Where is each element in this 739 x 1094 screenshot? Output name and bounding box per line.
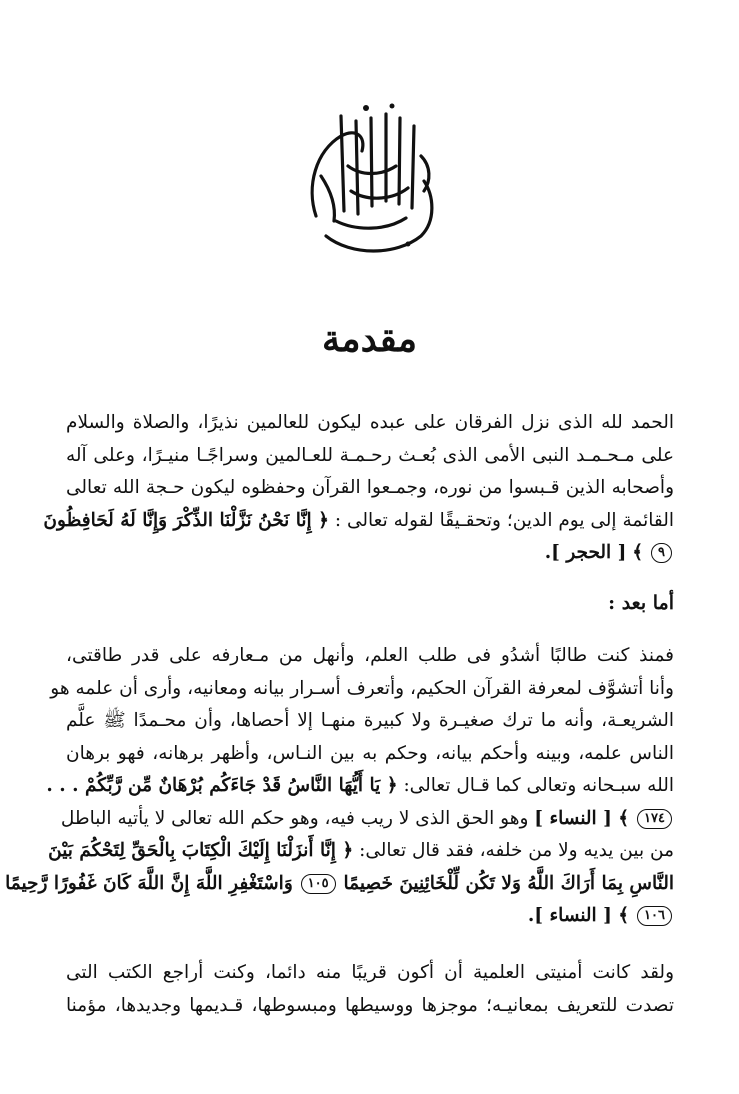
text-line: الشريعـة، وأنه ما ترك صغيـرة ولا كبيرة منهـا إلا أحصاها، وأن محـمدًا ﷺ علَّم xyxy=(66,710,674,731)
quran-verse: النَّاسِ بِمَا أَرَاكَ اللَّهُ وَلا تَكُن لِّلْخَائِنِينَ خَصِيمًا xyxy=(343,872,674,894)
text-segment: وهو الحق الذى لا ريب فيه، وهو حكم الله تعالى لا يأتيه الباطل xyxy=(60,807,529,829)
surah-reference: ﴾ [ النساء ]. xyxy=(527,905,630,926)
text-line xyxy=(60,803,674,836)
verse-number-badge: ٩ xyxy=(651,543,672,563)
text-line: ولقد كانت أمنيتى العلمية أن أكون قريبًا منه دائما، وكنت أراجع الكتب التى xyxy=(66,962,674,983)
quran-verse: ﴿ إِنَّا أَنزَلْنَا إِلَيْكَ الْكِتَابَ بِالْحَقِّ لِتَحْكُمَ بَيْنَ xyxy=(48,840,354,861)
text-line: فمنذ كنت طالبًا أشدُو فى طلب العلم، وأنهل من مـعارفه على قدر طاقتى، xyxy=(66,645,674,666)
surah-reference: [ الحجر ]. xyxy=(544,542,627,563)
text-line xyxy=(43,505,674,538)
text-line: تصدت للتعريف بمعانيـه؛ موجزها ووسيطها ومبسوطها، قـديمها وجديدها، مؤمنا xyxy=(66,994,674,1016)
verse-number-badge: ١٠٥ xyxy=(301,874,336,894)
page-title: مقدمة xyxy=(322,318,417,360)
text-line: وأصحابه الذين قـبسوا من نوره، وجمـعوا القرآن وحفظوه ليكون حـجة الله تعالى xyxy=(66,477,674,498)
text-line xyxy=(46,770,674,803)
verse-close: ﴾ xyxy=(632,542,644,563)
text-segment: القائمة إلى يوم الدين؛ وتحقـيقًا لقوله تعالى : xyxy=(334,509,674,531)
section-subheading: أما بعد : xyxy=(608,592,674,614)
text-segment: من بين يديه ولا من خلفه، فقد قال تعالى: xyxy=(359,840,674,861)
text-line xyxy=(5,868,674,901)
surah-reference: ﴾ [ النساء ] xyxy=(534,807,630,829)
verse-number-badge: ١٧٤ xyxy=(637,809,672,829)
text-line: الناس علمه، وبينه وأحكم بيانه، وحكم به بين النـاس، وأظهر برهانه، فهو برهان xyxy=(66,742,674,764)
text-line xyxy=(66,537,674,570)
basmala-calligraphy xyxy=(296,96,446,266)
quran-verse: وَاسْتَغْفِرِ اللَّهَ إِنَّ اللَّهَ كَانَ غَفُورًا رَّحِيمًا xyxy=(5,872,293,894)
quran-verse: ﴿ يَا أَيُّهَا النَّاسُ قَدْ جَاءَكُم بُرْهَانٌ مِّن رَّبِّكُمْ . . . xyxy=(46,775,398,796)
text-segment: الله سبـحانه وتعالى كما قـال تعالى: xyxy=(403,775,674,796)
text-line xyxy=(48,835,674,868)
verse-number-badge: ١٠٦ xyxy=(637,906,672,926)
paragraph-1 xyxy=(43,407,674,570)
paragraph-2 xyxy=(5,640,674,933)
text-line: على مـحـمـد النبى الأمى الذى بُعـث رحـمـة للعـالمين وسراجًـا منيـرًا، وعلى آله xyxy=(66,444,674,466)
quran-verse: ﴿ إِنَّا نَحْنُ نَزَّلْنَا الذِّكْرَ وَإِنَّا لَهُ لَحَافِظُونَ xyxy=(43,509,329,531)
paragraph-3 xyxy=(66,957,674,1022)
text-line: وأنا أتشوَّف لمعرفة القرآن الحكيم، وأتعرف أسـرار بيانه ومعانيه، وأرى أن علمه هو xyxy=(50,677,674,699)
text-line xyxy=(66,900,674,933)
text-line: الحمد لله الذى نزل الفرقان على عبده ليكون للعالمين نذيرًا، والصلاة والسلام xyxy=(66,412,674,433)
